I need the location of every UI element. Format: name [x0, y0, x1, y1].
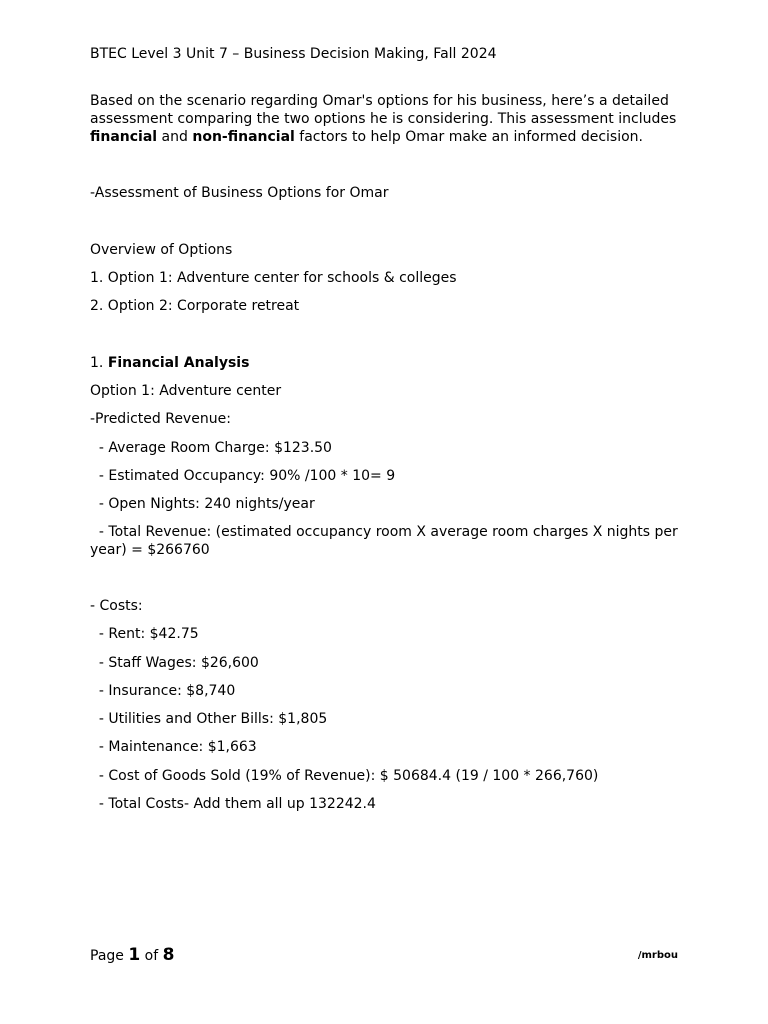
- assessment-title: -Assessment of Business Options for Omar: [90, 185, 389, 201]
- revenue-item: - Average Room Charge: $123.50: [90, 440, 332, 456]
- intro-rest: factors to help Omar make an informed decision.: [294, 129, 644, 145]
- of-word: of: [140, 948, 163, 964]
- cost-item: - Utilities and Other Bills: $1,805: [90, 711, 328, 727]
- page-word: Page: [90, 948, 129, 964]
- overview-title: Overview of Options: [90, 242, 233, 258]
- page-number: 1: [128, 945, 141, 965]
- cost-item: - Total Costs- Add them all up 132242.4: [90, 796, 376, 812]
- revenue-item: - Open Nights: 240 nights/year: [90, 496, 315, 512]
- intro-line-2: assessment comparing the two options he is considering. This assessment includes: [90, 111, 677, 127]
- page-footer: [90, 944, 174, 967]
- overview-item-1: 1. Option 1: Adventure center for schools & colleges: [90, 270, 457, 286]
- costs-label: - Costs:: [90, 598, 143, 614]
- option-label: Option 1: Adventure center: [90, 383, 282, 399]
- overview-item-2: 2. Option 2: Corporate retreat: [90, 298, 300, 314]
- cost-item: - Insurance: $8,740: [90, 683, 236, 699]
- revenue-label: -Predicted Revenue:: [90, 411, 231, 427]
- financial-heading: [90, 354, 249, 372]
- financial-number: 1.: [90, 355, 108, 371]
- cost-item: - Cost of Goods Sold (19% of Revenue): $ 50684.4 (19 / 100 * 266,760): [90, 768, 599, 784]
- cost-item: - Rent: $42.75: [90, 626, 199, 642]
- total-revenue-line-1: - Total Revenue: (estimated occupancy room X average room charges X nights per: [90, 524, 678, 540]
- intro-bold-financial: financial: [90, 129, 158, 145]
- total-pages: 8: [162, 945, 175, 965]
- intro-bold-nonfinancial: non-financial: [192, 129, 295, 145]
- total-revenue-line-2: year) = $266760: [90, 542, 210, 558]
- revenue-item: - Estimated Occupancy: 90% /100 * 10= 9: [90, 468, 396, 484]
- intro-line-3: [90, 128, 643, 146]
- author-signature: /mrbou: [637, 950, 678, 961]
- document-header: BTEC Level 3 Unit 7 – Business Decision Making, Fall 2024: [90, 46, 497, 62]
- cost-item: - Maintenance: $1,663: [90, 739, 257, 755]
- intro-line-1: Based on the scenario regarding Omar's options for his business, here’s a detailed: [90, 93, 669, 109]
- intro-and: and: [157, 129, 193, 145]
- financial-title: Financial Analysis: [107, 355, 250, 371]
- cost-item: - Staff Wages: $26,600: [90, 655, 259, 671]
